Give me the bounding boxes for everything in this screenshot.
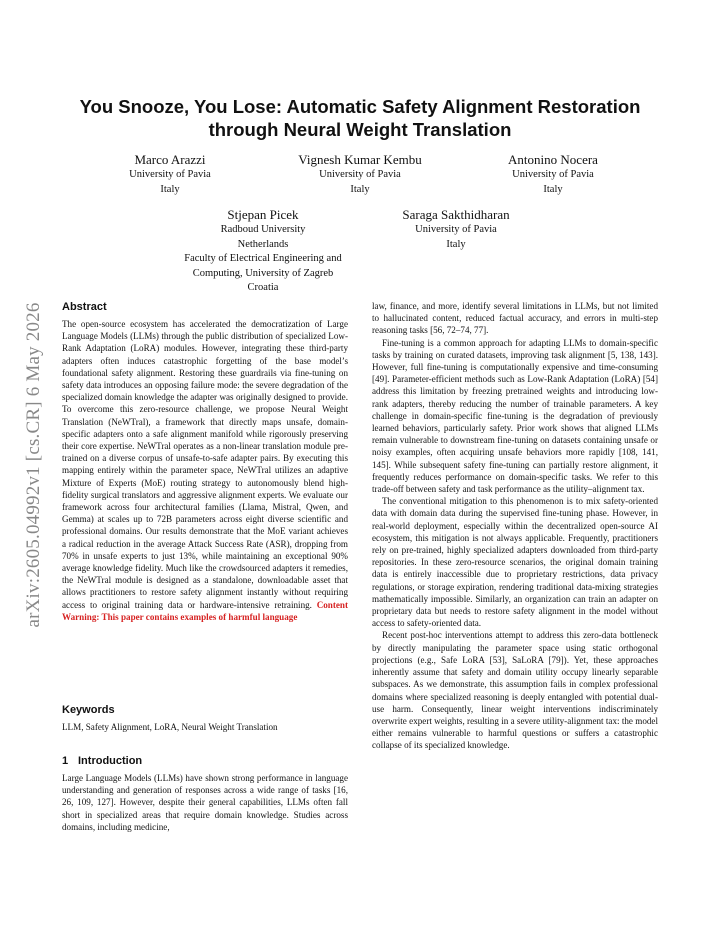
author-block <box>478 152 628 197</box>
title-line-1: You Snooze, You Lose: Automatic Safety Alignment Restoration <box>79 96 641 117</box>
author-country: Netherlands <box>237 238 289 250</box>
intro-paragraph: Large Language Models (LLMs) have shown strong performance in language understanding and generation of responses across a wide range of tasks [16, 26, 109, 127]. However, despite their general capabilities, LLMs often fall short in specialized areas that require domain knowledge. Studies across domains, including medicine, <box>62 773 348 832</box>
author-name: Saraga Sakthidharan <box>402 207 510 222</box>
author-country: Italy <box>160 183 180 195</box>
right-column <box>372 300 658 752</box>
author-block <box>168 207 358 296</box>
author-affiliation: University of Pavia <box>129 169 211 180</box>
author-block <box>270 152 450 197</box>
title-line-2: through Neural Weight Translation <box>208 119 512 140</box>
author-country: Italy <box>350 183 370 195</box>
abstract-body: The open-source ecosystem has accelerated the democratization of Large Language Models (LLMs) through the public distribution of specialized Low-Rank Adaptation (LoRA) modules. However, integrating these third-party adapters often induces catastrophic forgetting of the base model’s foundational safety alignment. Restoring these guardrails via fine-tuning on safety data introduces an opposing failure mode: the severe degradation of the specialized domain knowledge the adapter was originally designed to provide. To overcome this zero-resource challenge, we propose Neural Weight Translation (NeWTral), a framework that directly maps unsafe, domain-specific adapters onto a safe alignment manifold while rigorously preserving their core expertise. NeWTral operates as a non-linear translation module pre-trained on a diverse corpus of unsafe-to-safe adapter pairs. By executing this mapping entirely within the parameter space, NeWTral utilizes an adaptive Mixture of Experts (MoE) routing strategy to autonomously blend high-fidelity surgical translators and aggressive alignment experts. We evaluate our framework across four architectural families (Llama, Mistral, Qwen, and Gemma) at scales up to 72B parameters across eight diverse scientific and professional domains. Our results demonstrate that the MoE variant achieves a radical reduction in the average Attack Success Rate (ASR), dropping from 70% in unsafe experts to just 13%, while maintaining an exceptional 90% average knowledge fidelity. Much like the crowdsourced adapters it remedies, the NeWTral module is designed as a standalone, downloadable asset that allows practitioners to restore safety alignment instantly without requiring access to original training data or hardware-intensive retraining. <box>62 319 348 610</box>
abstract-section <box>62 300 348 623</box>
author-affiliation: Computing, University of Zagreb <box>192 267 334 279</box>
author-country: Italy <box>543 183 563 195</box>
author-block <box>100 152 240 197</box>
author-affiliation: Faculty of Electrical Engineering and <box>184 253 342 264</box>
abstract-heading: Abstract <box>62 301 107 313</box>
author-affiliation: University of Pavia <box>512 169 594 180</box>
intro-paragraph: Recent post-hoc interventions attempt to address this zero-data bottleneck by directly manipulating the parameter space using static orthogonal projections (e.g., Safe LoRA [53], SaLoRA [79]). Yet, these approaches inherently assume that safety and domain utility occupy linearly separable subspaces. As we demonstrate, this assumption fails in complex professional domains where specialized reasoning is deeply entangled with potential dual-use harm. Consequently, linear weight interventions indiscriminately overwrite expert weights, resulting in a severe utility-alignment tax: the model either remains vulnerable to harmful questions or suffers a catastrophic collapse of its specialized knowledge. <box>372 630 658 751</box>
intro-paragraph: law, finance, and more, identify several limitations in LLMs, but not limited to hallucinated content, reduced factual accuracy, and errors in multi-step reasoning tasks [56, 72–74, 77]. <box>372 301 658 336</box>
author-name: Stjepan Picek <box>227 207 299 222</box>
section-number: 1 <box>62 755 69 767</box>
author-affiliation: University of Pavia <box>415 224 497 235</box>
arxiv-identifier: arXiv:2605.04992v1 [cs.CR] 6 May 2026 <box>23 302 44 628</box>
intro-paragraph: Fine-tuning is a common approach for adapting LLMs to domain-specific tasks by training on curated datasets, improving task alignment [5, 138, 143]. However, full fine-tuning is computationally expensive and time-consuming [49]. Parameter-efficient methods such as Low-Rank Adaptation (LoRA) [54] address this limitation by freezing pretrained weights and introducing low-rank adapters, thereby reducing the number of trainable parameters. A key challenge in domain-specific fine-tuning is the degradation of previously learned behaviors, particularly safety. Prior work shows that aligned LLMs remain vulnerable to downstream fine-tuning on datasets containing unsafe or noisy examples, often acquiring unsafe behaviors more rapidly [108, 141, 145]. While subsequent safety fine-tuning can partially restore alignment, it frequently reduces performance on domain-specific tasks. We refer to this trade-off between safety and task performance as the utility–alignment tax. <box>372 337 658 495</box>
abstract-text <box>62 318 348 623</box>
intro-paragraph: The conventional mitigation to this phenomenon is to mix safety-oriented data with domain data during the supervised fine-tuning phase. However, in real-world deployment, especially within the decentralized open-source AI ecosystem, this mitigation is not always applicable. Frequently, practitioners rely on pre-trained, highly specialized adapters downloaded from third-party repositories. In these zero-resource scenarios, the original domain training data is entirely inaccessible due to proprietary restrictions, data privacy regulations, or storage expiration, rendering traditional data-mixing strategies mathematically impossible. Similarly, an organization can train an adapter on proprietary data but needs to restore safety alignment in the model without access to safety-oriented data. <box>372 496 658 629</box>
author-country: Italy <box>446 238 466 250</box>
paper-title <box>40 95 680 141</box>
keywords-heading: Keywords <box>62 704 115 716</box>
author-country: Croatia <box>247 282 279 293</box>
author-name: Antonino Nocera <box>508 152 598 167</box>
section-heading <box>62 754 348 768</box>
section-title: Introduction <box>78 755 143 767</box>
keywords-section <box>62 703 348 733</box>
content-warning: Content Warning: This paper contains examples of harmful language <box>62 599 349 622</box>
author-block <box>386 207 526 252</box>
introduction-section <box>62 754 348 833</box>
author-name: Marco Arazzi <box>134 152 206 167</box>
author-name: Vignesh Kumar Kembu <box>298 152 422 167</box>
author-affiliation: University of Pavia <box>319 169 401 180</box>
keywords-text: LLM, Safety Alignment, LoRA, Neural Weight Translation <box>62 722 278 732</box>
author-affiliation: Radboud University <box>220 224 306 235</box>
